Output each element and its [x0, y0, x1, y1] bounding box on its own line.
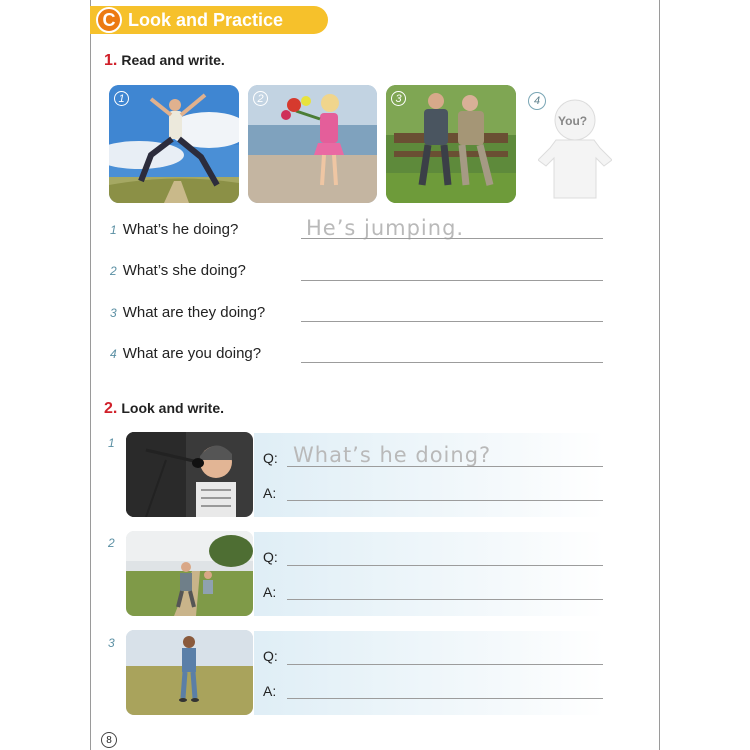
photo-number-1: 1	[114, 91, 129, 106]
answer-line-3[interactable]	[301, 321, 603, 322]
item-1-a-label: A:	[263, 485, 277, 501]
traced-question-1: What’s he doing?	[293, 443, 492, 467]
item-3-question-line[interactable]	[287, 664, 603, 665]
photo-number-2: 2	[253, 91, 268, 106]
page-number: 8	[101, 732, 117, 748]
qa-panel-2	[254, 532, 604, 616]
traced-answer-1: He’s jumping.	[306, 216, 465, 240]
photo-number-4: 4	[528, 92, 546, 110]
photo-boy-singing	[126, 432, 253, 517]
item-2-q-label: Q:	[263, 549, 278, 565]
question-3-number: 3	[110, 306, 117, 320]
item-2-question-line[interactable]	[287, 565, 603, 566]
question-4	[110, 345, 261, 362]
question-4-text: What are you doing?	[122, 345, 262, 362]
question-1-text: What’s he doing?	[122, 221, 239, 238]
item-2-a-label: A:	[263, 584, 277, 600]
exercise-1-instruction	[104, 52, 225, 70]
item-3-q-label: Q:	[263, 648, 278, 664]
item-3-answer-line[interactable]	[287, 698, 603, 699]
photo-girl-in-field	[126, 630, 253, 715]
exercise-1-number: 1.	[104, 52, 118, 69]
question-3-text: What are they doing?	[122, 304, 266, 321]
item-1-number: 1	[108, 436, 115, 450]
item-1-q-label: Q:	[263, 450, 278, 466]
item-3-a-label: A:	[263, 683, 277, 699]
question-1-number: 1	[110, 223, 117, 237]
question-2-text: What’s she doing?	[122, 262, 246, 279]
exercise-2-text: Look and write.	[121, 400, 225, 416]
section-title: Look and Practice	[128, 10, 284, 30]
photo-boy-jumping	[109, 85, 239, 203]
exercise-2-number: 2.	[104, 400, 118, 417]
question-4-number: 4	[110, 347, 117, 361]
question-3	[110, 304, 265, 321]
answer-line-4[interactable]	[301, 362, 603, 363]
photo-boys-running	[126, 531, 253, 616]
item-2-answer-line[interactable]	[287, 599, 603, 600]
question-2-number: 2	[110, 264, 117, 278]
answer-line-1[interactable]	[301, 238, 603, 239]
photo-number-3: 3	[391, 91, 406, 106]
qa-panel-3	[254, 631, 604, 715]
exercise-2-instruction	[104, 400, 224, 418]
item-1-question-line[interactable]	[287, 466, 603, 467]
photo-girl-with-flowers	[248, 85, 377, 203]
answer-line-2[interactable]	[301, 280, 603, 281]
item-1-answer-line[interactable]	[287, 500, 603, 501]
question-2	[110, 262, 246, 279]
item-3-number: 3	[108, 636, 115, 650]
you-label: You?	[558, 114, 588, 128]
question-1	[110, 221, 238, 238]
section-letter-badge: C	[96, 7, 122, 33]
photo-men-on-bench	[386, 85, 516, 203]
item-2-number: 2	[108, 536, 115, 550]
exercise-1-text: Read and write.	[121, 52, 225, 68]
